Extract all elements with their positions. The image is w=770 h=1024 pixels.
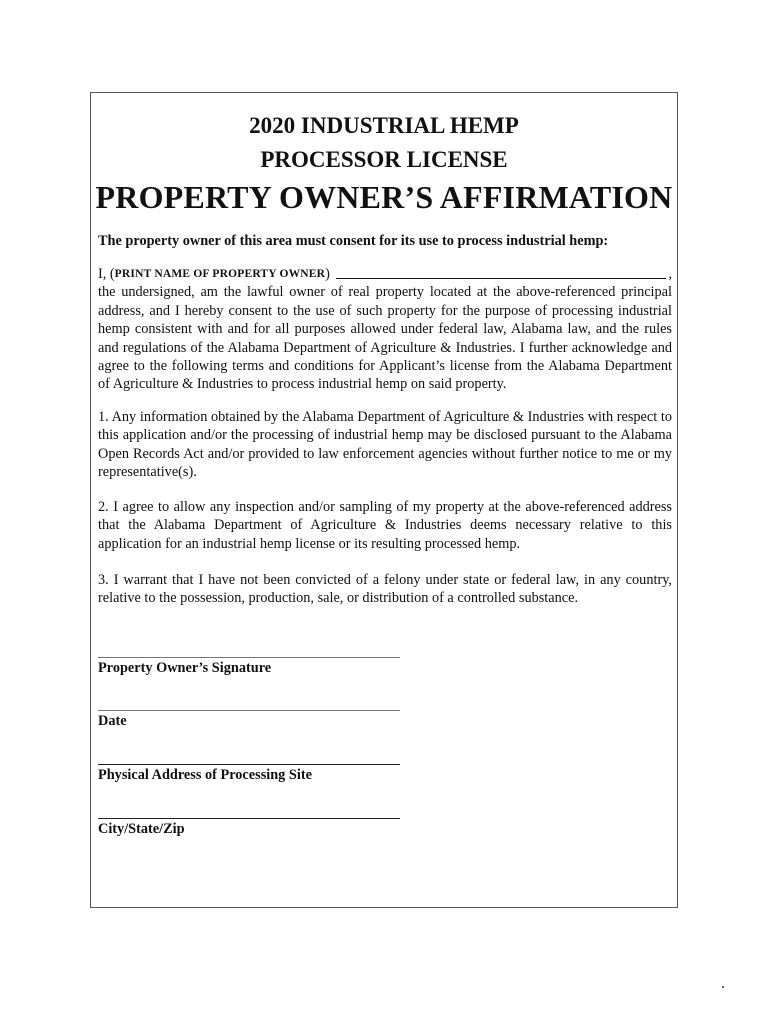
owner-name-field[interactable]	[336, 266, 666, 279]
page-mark	[722, 986, 724, 988]
owner-consent-text: the undersigned, am the lawful owner of real property located at the above-referenced principal address, and I hereby consent to the use of such property for the purpose of processing industrial hemp consistent with and for all purposes allowed under federal law, Alabama law, and the rules and regulations of the Alabama Department of Agriculture & Industries. I further acknowledge and agree to the following terms and conditions for Applicant’s license from the Alabama Department of Agriculture & Industries to process industrial hemp on said property.	[98, 284, 672, 393]
owner-name-trail: ,	[668, 266, 672, 282]
owner-consent-paragraph	[98, 265, 672, 394]
intro-statement: The property owner of this area must consent for its use to process industrial hemp:	[98, 233, 609, 249]
term-2: 2. I agree to allow any inspection and/or sampling of my property at the above-referenced address that the Alabama Department of Agriculture & Industries deems necessary relative to this application for an industrial hemp license or its resulting processed hemp.	[98, 499, 672, 552]
date-field[interactable]	[98, 710, 400, 711]
title-line-2: PROCESSOR LICENSE	[260, 147, 508, 172]
owner-prefix-open: I, (	[98, 266, 115, 282]
address-field[interactable]	[98, 764, 400, 765]
page-title: PROPERTY OWNER’S AFFIRMATION	[95, 179, 673, 215]
affirmation-form	[90, 92, 678, 908]
signature-label: Property Owner’s Signature	[98, 660, 272, 676]
date-label: Date	[98, 713, 127, 729]
address-label: Physical Address of Processing Site	[98, 767, 312, 783]
term-3: 3. I warrant that I have not been convicted of a felony under state or federal law, in any country, relative to the possession, production, sale, or distribution of a controlled substance.	[98, 572, 672, 607]
city-state-zip-field[interactable]	[98, 818, 400, 819]
term-1: 1. Any information obtained by the Alabama Department of Agriculture & Industries with respect to this application and/or the processing of industrial hemp may be disclosed pursuant to the Alabama Open Records Act and/or provided to law enforcement agencies without further notice to me or my representative(s).	[98, 409, 672, 481]
title-line-1: 2020 INDUSTRIAL HEMP	[249, 113, 519, 138]
owner-name-label: PRINT NAME OF PROPERTY OWNER	[114, 268, 326, 280]
owner-name-line	[98, 265, 672, 283]
owner-prefix-close: )	[325, 266, 330, 282]
signature-field[interactable]	[98, 657, 400, 658]
city-state-zip-label: City/State/Zip	[98, 821, 185, 837]
